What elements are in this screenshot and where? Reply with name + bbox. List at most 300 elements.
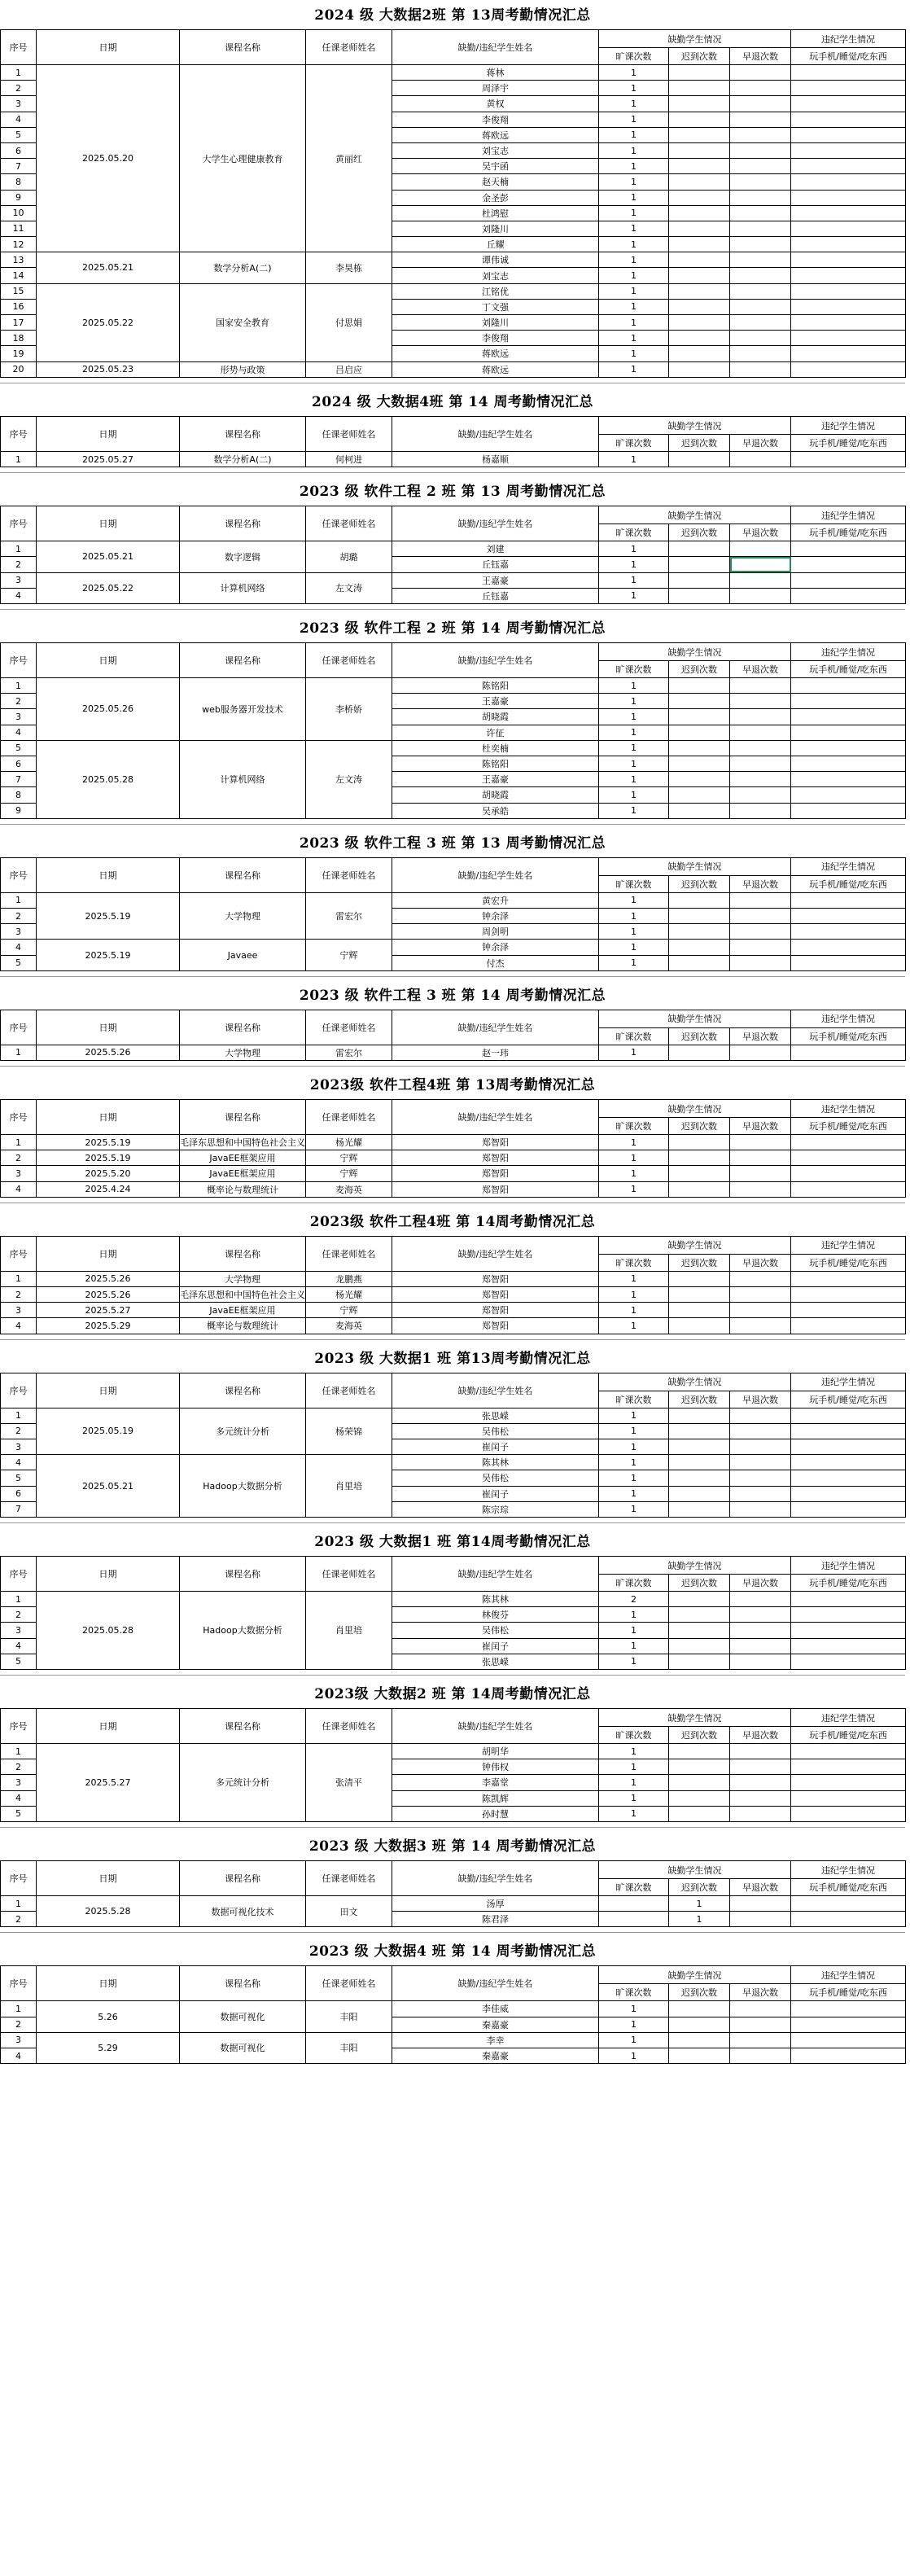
- absent-cell[interactable]: 1: [599, 81, 669, 96]
- row-index[interactable]: 4: [1, 1790, 37, 1806]
- header-student[interactable]: 缺勤/违纪学生姓名: [392, 1966, 599, 2001]
- row-index[interactable]: 1: [1, 1045, 37, 1060]
- early-cell[interactable]: [730, 2032, 791, 2048]
- late-cell[interactable]: 1: [669, 1912, 730, 1927]
- row-index[interactable]: 8: [1, 787, 37, 803]
- row-index[interactable]: 5: [1, 1470, 37, 1486]
- late-cell[interactable]: [669, 772, 730, 787]
- row-index[interactable]: 4: [1, 112, 37, 127]
- early-cell[interactable]: [730, 1303, 791, 1318]
- late-cell[interactable]: [669, 127, 730, 142]
- header-discipline-group[interactable]: 违纪学生情况: [791, 643, 906, 661]
- header-late[interactable]: 迟到次数: [669, 1727, 730, 1744]
- absent-cell[interactable]: 1: [599, 65, 669, 81]
- student-cell[interactable]: 郑智阳: [392, 1135, 599, 1150]
- header-index[interactable]: 序号: [1, 1100, 37, 1135]
- student-cell[interactable]: 蒋欧远: [392, 361, 599, 377]
- course-cell[interactable]: 多元统计分析: [180, 1744, 306, 1822]
- row-index[interactable]: 2: [1, 694, 37, 709]
- header-late[interactable]: 迟到次数: [669, 1254, 730, 1271]
- absent-cell[interactable]: 1: [599, 1286, 669, 1302]
- absent-cell[interactable]: 1: [599, 803, 669, 818]
- student-cell[interactable]: 崔闰子: [392, 1439, 599, 1454]
- absent-cell[interactable]: 1: [599, 112, 669, 127]
- header-discipline[interactable]: 玩手机/睡觉/吃东西: [791, 524, 906, 541]
- teacher-cell[interactable]: 宁辉: [306, 1150, 392, 1166]
- early-cell[interactable]: [730, 1166, 791, 1181]
- discipline-cell[interactable]: [791, 678, 906, 694]
- date-cell[interactable]: 5.29: [37, 2032, 180, 2063]
- row-index[interactable]: 2: [1, 1912, 37, 1927]
- student-cell[interactable]: 陈其林: [392, 1455, 599, 1470]
- early-cell[interactable]: [730, 772, 791, 787]
- header-absence-group[interactable]: 缺勤学生情况: [599, 1010, 791, 1027]
- header-early[interactable]: 早退次数: [730, 661, 791, 678]
- teacher-cell[interactable]: 黄丽红: [306, 65, 392, 252]
- absent-cell[interactable]: 1: [599, 908, 669, 923]
- discipline-cell[interactable]: [791, 1181, 906, 1197]
- early-cell[interactable]: [730, 1775, 791, 1790]
- discipline-cell[interactable]: [791, 361, 906, 377]
- header-date[interactable]: 日期: [37, 857, 180, 892]
- date-cell[interactable]: 2025.5.26: [37, 1045, 180, 1060]
- header-teacher[interactable]: 任课老师姓名: [306, 1236, 392, 1271]
- absent-cell[interactable]: 1: [599, 1806, 669, 1821]
- discipline-cell[interactable]: [791, 709, 906, 725]
- early-cell[interactable]: [730, 1896, 791, 1912]
- student-cell[interactable]: 吴承皓: [392, 803, 599, 818]
- student-cell[interactable]: 丘耀: [392, 237, 599, 252]
- row-index[interactable]: 5: [1, 955, 37, 970]
- header-date[interactable]: 日期: [37, 417, 180, 452]
- absent-cell[interactable]: 1: [599, 709, 669, 725]
- discipline-cell[interactable]: [791, 268, 906, 283]
- late-cell[interactable]: [669, 541, 730, 557]
- student-cell[interactable]: 刘宝志: [392, 268, 599, 283]
- teacher-cell[interactable]: 宁辉: [306, 940, 392, 970]
- early-cell[interactable]: [730, 1806, 791, 1821]
- row-index[interactable]: 2: [1, 908, 37, 923]
- early-cell[interactable]: [730, 1501, 791, 1517]
- absent-cell[interactable]: 1: [599, 159, 669, 174]
- early-cell[interactable]: [730, 541, 791, 557]
- teacher-cell[interactable]: 左文涛: [306, 740, 392, 818]
- row-index[interactable]: 18: [1, 331, 37, 346]
- early-cell[interactable]: [730, 588, 791, 603]
- absent-cell[interactable]: 1: [599, 572, 669, 588]
- header-discipline-group[interactable]: 违纪学生情况: [791, 1861, 906, 1879]
- absent-cell[interactable]: 1: [599, 1045, 669, 1060]
- absent-cell[interactable]: 1: [599, 283, 669, 299]
- row-index[interactable]: 3: [1, 1439, 37, 1454]
- row-index[interactable]: 20: [1, 361, 37, 377]
- late-cell[interactable]: [669, 1408, 730, 1423]
- late-cell[interactable]: [669, 1455, 730, 1470]
- early-cell[interactable]: [730, 190, 791, 205]
- row-index[interactable]: 4: [1, 2048, 37, 2063]
- discipline-cell[interactable]: [791, 892, 906, 908]
- student-cell[interactable]: 吴伟松: [392, 1470, 599, 1486]
- late-cell[interactable]: [669, 361, 730, 377]
- teacher-cell[interactable]: 杨荣锦: [306, 1408, 392, 1455]
- absent-cell[interactable]: 1: [599, 588, 669, 603]
- teacher-cell[interactable]: 张清平: [306, 1744, 392, 1822]
- discipline-cell[interactable]: [791, 142, 906, 158]
- student-cell[interactable]: 林俊芬: [392, 1607, 599, 1623]
- course-cell[interactable]: JavaEE框架应用: [180, 1166, 306, 1181]
- discipline-cell[interactable]: [791, 756, 906, 771]
- student-cell[interactable]: 王嘉豪: [392, 572, 599, 588]
- date-cell[interactable]: 2025.05.26: [37, 678, 180, 741]
- header-index[interactable]: 序号: [1, 417, 37, 452]
- absent-cell[interactable]: 1: [599, 1790, 669, 1806]
- student-cell[interactable]: 杜奕楠: [392, 740, 599, 756]
- course-cell[interactable]: 概率论与数理统计: [180, 1318, 306, 1334]
- date-cell[interactable]: 2025.05.19: [37, 1408, 180, 1455]
- student-cell[interactable]: 郑智阳: [392, 1286, 599, 1302]
- row-index[interactable]: 19: [1, 346, 37, 361]
- discipline-cell[interactable]: [791, 1623, 906, 1638]
- student-cell[interactable]: 崔闰子: [392, 1486, 599, 1501]
- header-discipline-group[interactable]: 违纪学生情况: [791, 857, 906, 875]
- early-cell[interactable]: [730, 1271, 791, 1286]
- student-cell[interactable]: 王嘉豪: [392, 694, 599, 709]
- late-cell[interactable]: [669, 268, 730, 283]
- row-index[interactable]: 11: [1, 221, 37, 236]
- course-cell[interactable]: 计算机网络: [180, 740, 306, 818]
- absent-cell[interactable]: 1: [599, 1775, 669, 1790]
- header-index[interactable]: 序号: [1, 1966, 37, 2001]
- early-cell[interactable]: [730, 1439, 791, 1454]
- header-teacher[interactable]: 任课老师姓名: [306, 1100, 392, 1135]
- header-absence-group[interactable]: 缺勤学生情况: [599, 506, 791, 524]
- header-absent[interactable]: 旷课次数: [599, 435, 669, 452]
- discipline-cell[interactable]: [791, 174, 906, 190]
- absent-cell[interactable]: 1: [599, 756, 669, 771]
- teacher-cell[interactable]: 杨光耀: [306, 1286, 392, 1302]
- absent-cell[interactable]: 2: [599, 1592, 669, 1607]
- teacher-cell[interactable]: 宁辉: [306, 1303, 392, 1318]
- header-late[interactable]: 迟到次数: [669, 1027, 730, 1045]
- header-absent[interactable]: 旷课次数: [599, 1391, 669, 1408]
- header-date[interactable]: 日期: [37, 1100, 180, 1135]
- discipline-cell[interactable]: [791, 772, 906, 787]
- date-cell[interactable]: 2025.05.28: [37, 740, 180, 818]
- student-cell[interactable]: 钟余泽: [392, 908, 599, 923]
- header-discipline-group[interactable]: 违纪学生情况: [791, 30, 906, 48]
- date-cell[interactable]: 2025.4.24: [37, 1181, 180, 1197]
- header-student[interactable]: 缺勤/违纪学生姓名: [392, 857, 599, 892]
- teacher-cell[interactable]: 龙鹏燕: [306, 1271, 392, 1286]
- discipline-cell[interactable]: [791, 221, 906, 236]
- course-cell[interactable]: 国家安全教育: [180, 283, 306, 361]
- header-date[interactable]: 日期: [37, 1966, 180, 2001]
- discipline-cell[interactable]: [791, 541, 906, 557]
- header-date[interactable]: 日期: [37, 1557, 180, 1592]
- header-discipline-group[interactable]: 违纪学生情况: [791, 1557, 906, 1575]
- early-cell[interactable]: [730, 174, 791, 190]
- header-teacher[interactable]: 任课老师姓名: [306, 1966, 392, 2001]
- row-index[interactable]: 5: [1, 740, 37, 756]
- row-index[interactable]: 10: [1, 205, 37, 221]
- student-cell[interactable]: 秦嘉豪: [392, 2048, 599, 2063]
- student-cell[interactable]: 丁文强: [392, 299, 599, 314]
- discipline-cell[interactable]: [791, 725, 906, 740]
- course-cell[interactable]: 数据可视化技术: [180, 1896, 306, 1927]
- late-cell[interactable]: [669, 892, 730, 908]
- absent-cell[interactable]: 1: [599, 315, 669, 331]
- early-cell[interactable]: [730, 346, 791, 361]
- student-cell[interactable]: 赵天楠: [392, 174, 599, 190]
- header-discipline[interactable]: 玩手机/睡觉/吃东西: [791, 661, 906, 678]
- absent-cell[interactable]: 1: [599, 1166, 669, 1181]
- row-index[interactable]: 5: [1, 127, 37, 142]
- header-absence-group[interactable]: 缺勤学生情况: [599, 1861, 791, 1879]
- early-cell[interactable]: [730, 1470, 791, 1486]
- header-student[interactable]: 缺勤/违纪学生姓名: [392, 417, 599, 452]
- late-cell[interactable]: [669, 1654, 730, 1669]
- student-cell[interactable]: 蒋欧远: [392, 127, 599, 142]
- absent-cell[interactable]: 1: [599, 1150, 669, 1166]
- early-cell[interactable]: [730, 2017, 791, 2032]
- row-index[interactable]: 6: [1, 756, 37, 771]
- teacher-cell[interactable]: 田文: [306, 1896, 392, 1927]
- early-cell[interactable]: [730, 299, 791, 314]
- absent-cell[interactable]: 1: [599, 772, 669, 787]
- header-absent[interactable]: 旷课次数: [599, 1254, 669, 1271]
- teacher-cell[interactable]: 雷宏尔: [306, 892, 392, 940]
- row-index[interactable]: 6: [1, 142, 37, 158]
- header-date[interactable]: 日期: [37, 1236, 180, 1271]
- date-cell[interactable]: 2025.5.19: [37, 940, 180, 970]
- student-cell[interactable]: 陈君泽: [392, 1912, 599, 1927]
- early-cell[interactable]: [730, 725, 791, 740]
- early-cell[interactable]: [730, 955, 791, 970]
- discipline-cell[interactable]: [791, 237, 906, 252]
- student-cell[interactable]: 周泽宇: [392, 81, 599, 96]
- late-cell[interactable]: [669, 1166, 730, 1181]
- late-cell[interactable]: [669, 588, 730, 603]
- teacher-cell[interactable]: 何柯进: [306, 452, 392, 467]
- absent-cell[interactable]: 1: [599, 694, 669, 709]
- discipline-cell[interactable]: [791, 1303, 906, 1318]
- header-course[interactable]: 课程名称: [180, 1373, 306, 1408]
- late-cell[interactable]: [669, 174, 730, 190]
- row-index[interactable]: 14: [1, 268, 37, 283]
- course-cell[interactable]: 毛泽东思想和中国特色社会主义: [180, 1135, 306, 1150]
- late-cell[interactable]: [669, 1439, 730, 1454]
- row-index[interactable]: 9: [1, 190, 37, 205]
- absent-cell[interactable]: 1: [599, 142, 669, 158]
- discipline-cell[interactable]: [791, 1271, 906, 1286]
- student-cell[interactable]: 陈铭阳: [392, 678, 599, 694]
- absent-cell[interactable]: 1: [599, 1271, 669, 1286]
- teacher-cell[interactable]: 胡璐: [306, 541, 392, 572]
- early-cell[interactable]: [730, 572, 791, 588]
- late-cell[interactable]: [669, 694, 730, 709]
- student-cell[interactable]: 江铭优: [392, 283, 599, 299]
- early-cell[interactable]: [730, 1638, 791, 1654]
- header-early[interactable]: 早退次数: [730, 1391, 791, 1408]
- student-cell[interactable]: 杜鸿慰: [392, 205, 599, 221]
- early-cell[interactable]: [730, 1045, 791, 1060]
- row-index[interactable]: 1: [1, 541, 37, 557]
- absent-cell[interactable]: 1: [599, 1638, 669, 1654]
- teacher-cell[interactable]: 雷宏尔: [306, 1045, 392, 1060]
- course-cell[interactable]: 数据可视化: [180, 2001, 306, 2032]
- header-student[interactable]: 缺勤/违纪学生姓名: [392, 506, 599, 541]
- header-teacher[interactable]: 任课老师姓名: [306, 1557, 392, 1592]
- row-index[interactable]: 2: [1, 557, 37, 572]
- student-cell[interactable]: 金圣彭: [392, 190, 599, 205]
- late-cell[interactable]: [669, 725, 730, 740]
- early-cell[interactable]: [730, 557, 791, 572]
- course-cell[interactable]: Javaee: [180, 940, 306, 970]
- header-late[interactable]: 迟到次数: [669, 524, 730, 541]
- row-index[interactable]: 4: [1, 725, 37, 740]
- teacher-cell[interactable]: 吕启应: [306, 361, 392, 377]
- discipline-cell[interactable]: [791, 2001, 906, 2017]
- header-index[interactable]: 序号: [1, 1709, 37, 1744]
- student-cell[interactable]: 付杰: [392, 955, 599, 970]
- header-early[interactable]: 早退次数: [730, 1118, 791, 1135]
- row-index[interactable]: 3: [1, 1623, 37, 1638]
- absent-cell[interactable]: 1: [599, 346, 669, 361]
- late-cell[interactable]: [669, 159, 730, 174]
- course-cell[interactable]: 概率论与数理统计: [180, 1181, 306, 1197]
- student-cell[interactable]: 刘宝志: [392, 142, 599, 158]
- course-cell[interactable]: 大学生心理健康教育: [180, 65, 306, 252]
- header-absence-group[interactable]: 缺勤学生情况: [599, 1100, 791, 1118]
- header-teacher[interactable]: 任课老师姓名: [306, 1010, 392, 1045]
- early-cell[interactable]: [730, 268, 791, 283]
- row-index[interactable]: 2: [1, 1286, 37, 1302]
- discipline-cell[interactable]: [791, 1150, 906, 1166]
- late-cell[interactable]: [669, 221, 730, 236]
- absent-cell[interactable]: 1: [599, 252, 669, 268]
- header-course[interactable]: 课程名称: [180, 417, 306, 452]
- date-cell[interactable]: 2025.05.21: [37, 1455, 180, 1518]
- header-early[interactable]: 早退次数: [730, 1984, 791, 2001]
- row-index[interactable]: 4: [1, 1181, 37, 1197]
- header-student[interactable]: 缺勤/违纪学生姓名: [392, 1010, 599, 1045]
- row-index[interactable]: 2: [1, 2017, 37, 2032]
- row-index[interactable]: 4: [1, 588, 37, 603]
- course-cell[interactable]: JavaEE框架应用: [180, 1150, 306, 1166]
- discipline-cell[interactable]: [791, 65, 906, 81]
- row-index[interactable]: 1: [1, 1135, 37, 1150]
- early-cell[interactable]: [730, 252, 791, 268]
- header-course[interactable]: 课程名称: [180, 1709, 306, 1744]
- absent-cell[interactable]: 1: [599, 331, 669, 346]
- late-cell[interactable]: [669, 96, 730, 112]
- student-cell[interactable]: 王嘉豪: [392, 772, 599, 787]
- header-discipline[interactable]: 玩手机/睡觉/吃东西: [791, 1575, 906, 1592]
- row-index[interactable]: 5: [1, 1654, 37, 1669]
- header-student[interactable]: 缺勤/违纪学生姓名: [392, 1373, 599, 1408]
- discipline-cell[interactable]: [791, 2032, 906, 2048]
- late-cell[interactable]: [669, 112, 730, 127]
- absent-cell[interactable]: 1: [599, 268, 669, 283]
- early-cell[interactable]: [730, 112, 791, 127]
- course-cell[interactable]: 大学物理: [180, 892, 306, 940]
- discipline-cell[interactable]: [791, 452, 906, 467]
- header-absent[interactable]: 旷课次数: [599, 1027, 669, 1045]
- header-course[interactable]: 课程名称: [180, 1557, 306, 1592]
- discipline-cell[interactable]: [791, 1592, 906, 1607]
- student-cell[interactable]: 许征: [392, 725, 599, 740]
- early-cell[interactable]: [730, 1408, 791, 1423]
- row-index[interactable]: 4: [1, 1638, 37, 1654]
- header-teacher[interactable]: 任课老师姓名: [306, 506, 392, 541]
- absent-cell[interactable]: 1: [599, 1607, 669, 1623]
- row-index[interactable]: 4: [1, 1455, 37, 1470]
- teacher-cell[interactable]: 麦海英: [306, 1318, 392, 1334]
- header-course[interactable]: 课程名称: [180, 1966, 306, 2001]
- late-cell[interactable]: [669, 331, 730, 346]
- discipline-cell[interactable]: [791, 315, 906, 331]
- early-cell[interactable]: [730, 709, 791, 725]
- student-cell[interactable]: 胡晓霞: [392, 787, 599, 803]
- date-cell[interactable]: 2025.05.22: [37, 572, 180, 603]
- discipline-cell[interactable]: [791, 1470, 906, 1486]
- late-cell[interactable]: [669, 1592, 730, 1607]
- row-index[interactable]: 12: [1, 237, 37, 252]
- header-teacher[interactable]: 任课老师姓名: [306, 1373, 392, 1408]
- header-discipline-group[interactable]: 违纪学生情况: [791, 1100, 906, 1118]
- header-late[interactable]: 迟到次数: [669, 1118, 730, 1135]
- date-cell[interactable]: 2025.5.27: [37, 1303, 180, 1318]
- row-index[interactable]: 7: [1, 772, 37, 787]
- discipline-cell[interactable]: [791, 1744, 906, 1759]
- discipline-cell[interactable]: [791, 1638, 906, 1654]
- absent-cell[interactable]: 1: [599, 2032, 669, 2048]
- student-cell[interactable]: 钟余泽: [392, 940, 599, 955]
- absent-cell[interactable]: 1: [599, 787, 669, 803]
- early-cell[interactable]: [730, 1150, 791, 1166]
- early-cell[interactable]: [730, 1654, 791, 1669]
- student-cell[interactable]: 吴伟松: [392, 1623, 599, 1638]
- late-cell[interactable]: [669, 557, 730, 572]
- course-cell[interactable]: JavaEE框架应用: [180, 1303, 306, 1318]
- row-index[interactable]: 3: [1, 96, 37, 112]
- late-cell[interactable]: [669, 924, 730, 940]
- early-cell[interactable]: [730, 1592, 791, 1607]
- row-index[interactable]: 1: [1, 1592, 37, 1607]
- early-cell[interactable]: [730, 694, 791, 709]
- course-cell[interactable]: 计算机网络: [180, 572, 306, 603]
- absent-cell[interactable]: 1: [599, 205, 669, 221]
- date-cell[interactable]: 2025.5.27: [37, 1744, 180, 1822]
- student-cell[interactable]: 蒋欧远: [392, 346, 599, 361]
- header-absence-group[interactable]: 缺勤学生情况: [599, 1709, 791, 1727]
- student-cell[interactable]: 谭伟诚: [392, 252, 599, 268]
- header-absent[interactable]: 旷课次数: [599, 48, 669, 65]
- row-index[interactable]: 5: [1, 1806, 37, 1821]
- late-cell[interactable]: [669, 452, 730, 467]
- header-early[interactable]: 早退次数: [730, 1027, 791, 1045]
- discipline-cell[interactable]: [791, 1501, 906, 1517]
- header-absence-group[interactable]: 缺勤学生情况: [599, 1966, 791, 1984]
- discipline-cell[interactable]: [791, 159, 906, 174]
- early-cell[interactable]: [730, 908, 791, 923]
- discipline-cell[interactable]: [791, 787, 906, 803]
- absent-cell[interactable]: 1: [599, 678, 669, 694]
- discipline-cell[interactable]: [791, 331, 906, 346]
- student-cell[interactable]: 郑智阳: [392, 1318, 599, 1334]
- student-cell[interactable]: 李俊翔: [392, 331, 599, 346]
- header-early[interactable]: 早退次数: [730, 1575, 791, 1592]
